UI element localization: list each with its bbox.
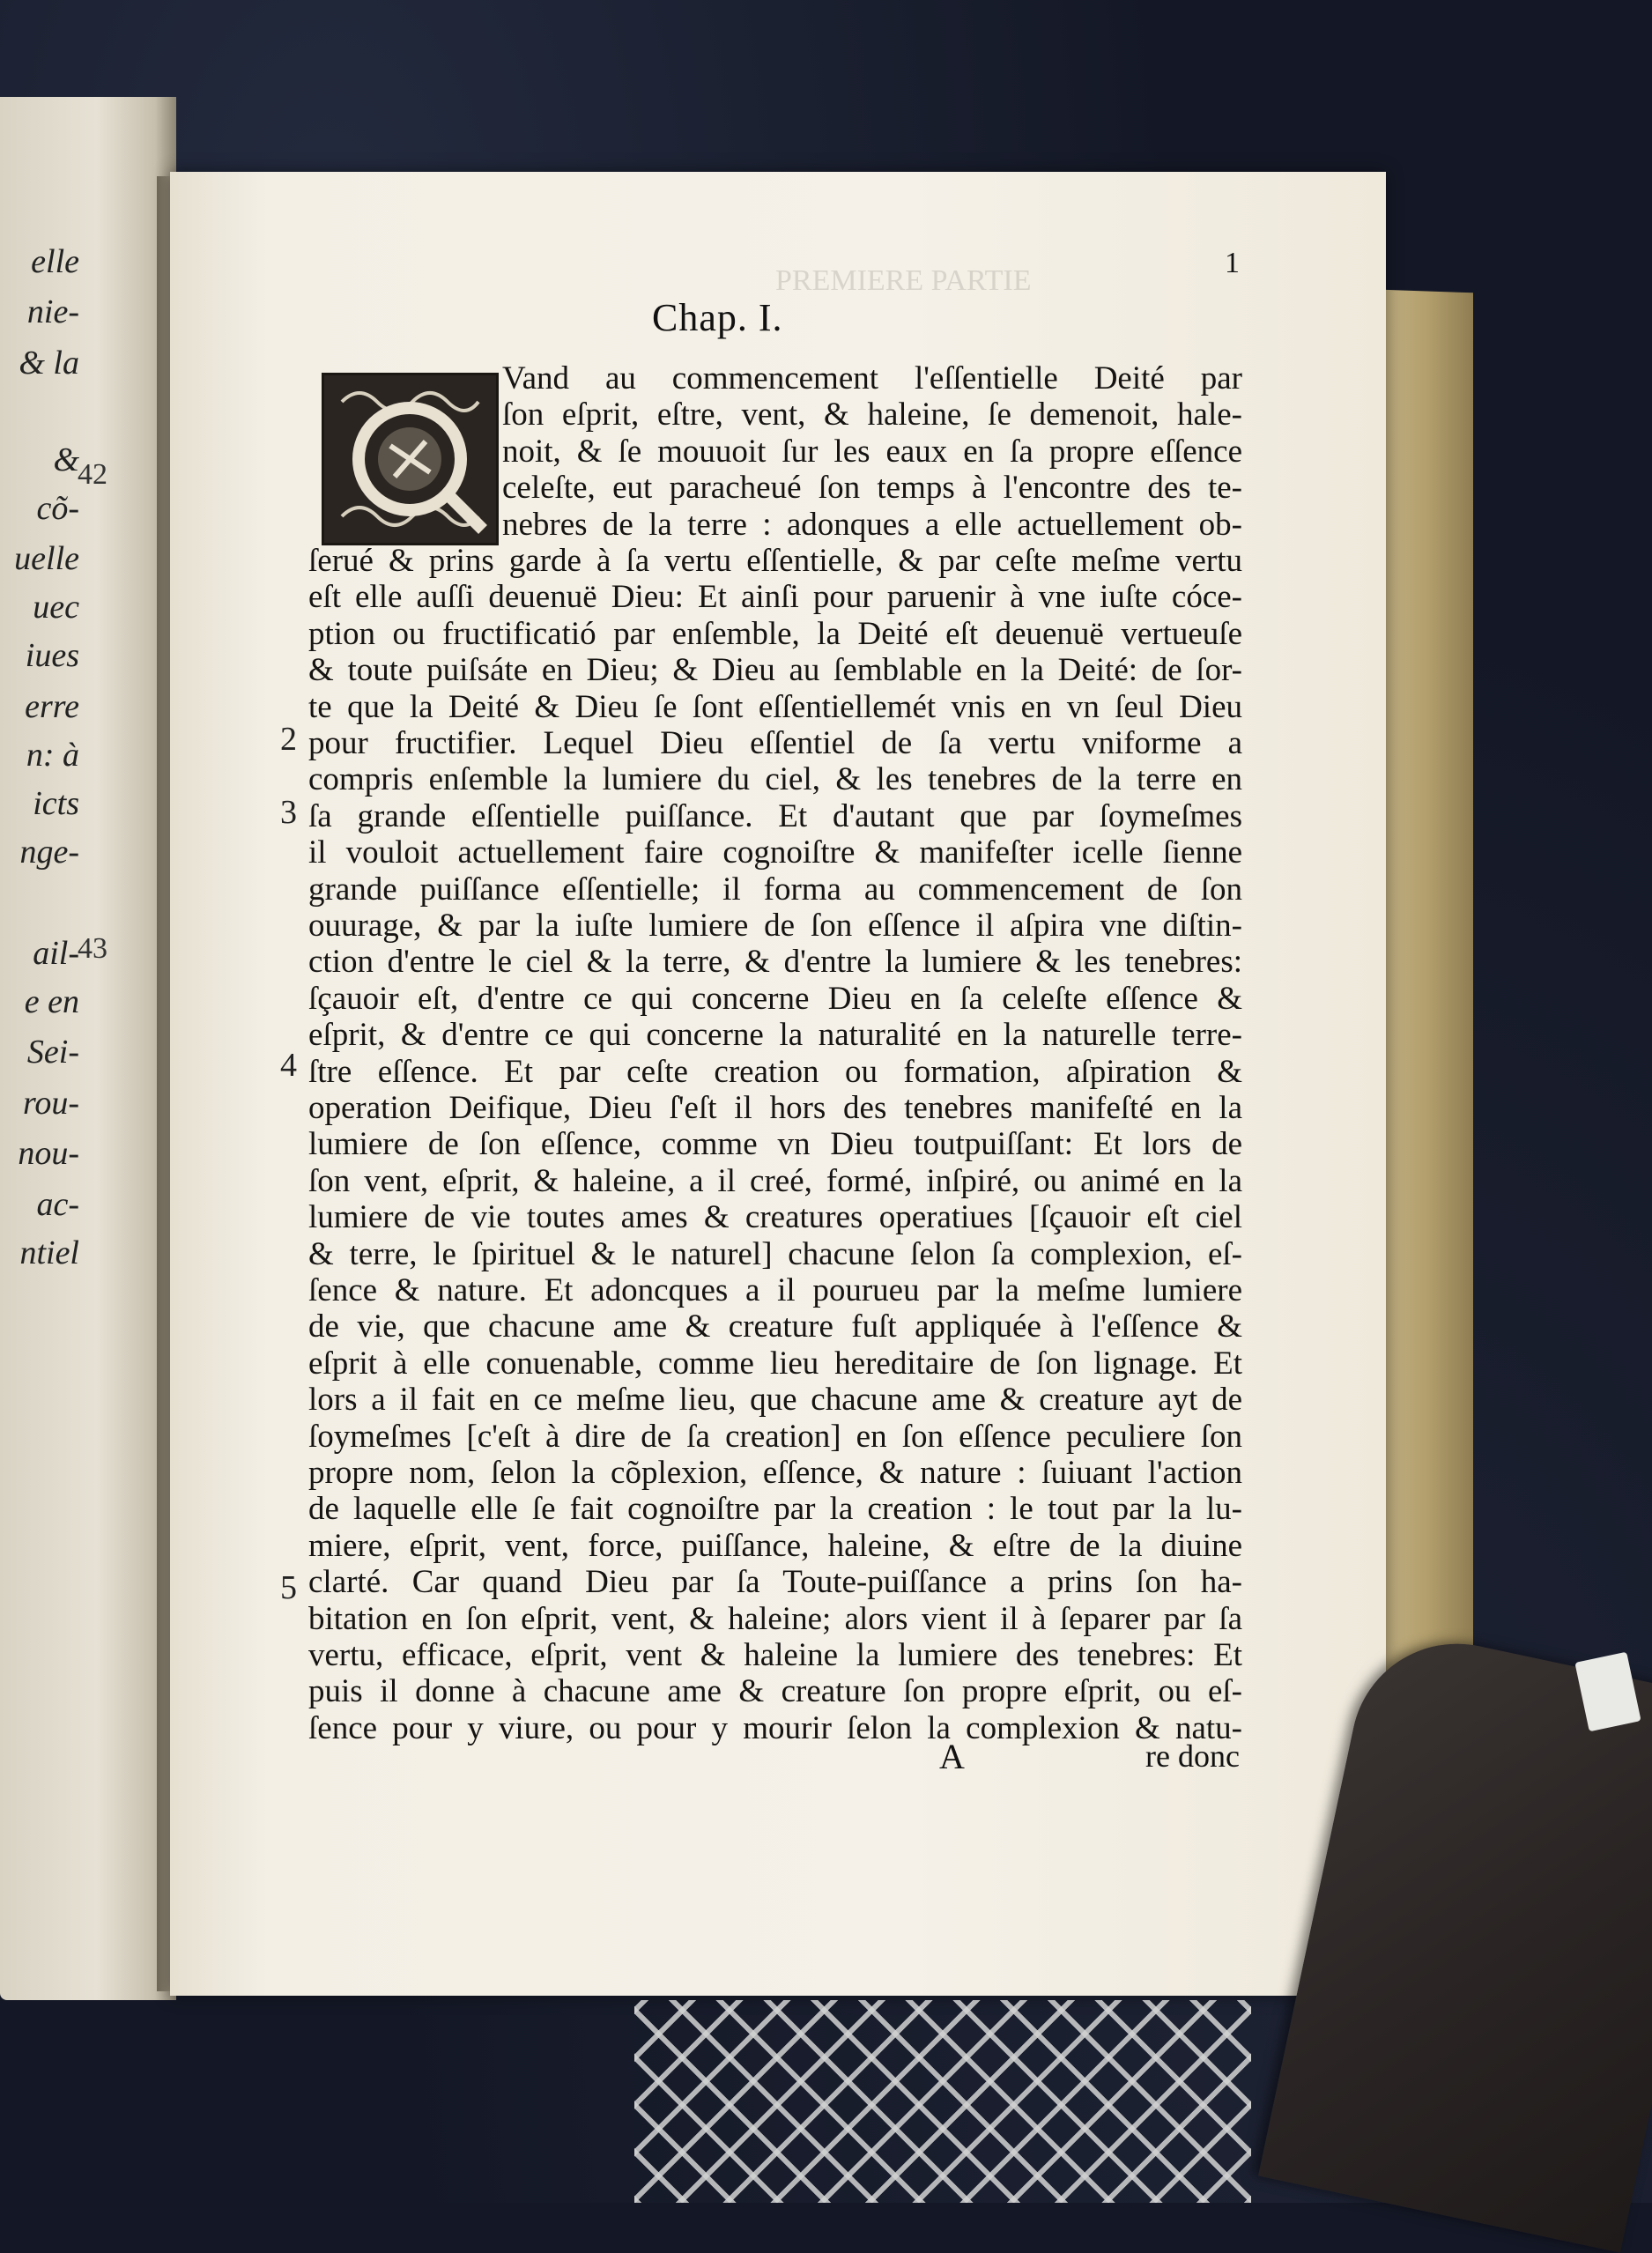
body-text-line: compris enſemble la lumiere du ciel, & les tenebres de la terre en [308,761,1242,798]
body-text-line: ſoymeſmes [c'eſt à dire de ſa creation] en ſon eſſence peculiere ſon [308,1418,1242,1455]
left-page-line: nge- [19,834,79,871]
body-text-line: ouurage, & par la iuſte lumiere de ſon eſſence il aſpira vne diſtin- [308,908,1242,944]
left-page-line: uelle [14,540,79,577]
body-text-line: eſprit à elle conuenable, comme lieu hereditaire de ſon lignage. Et [308,1345,1242,1382]
left-page-line: icts [33,785,79,822]
body-text-line: nebres de la terre : adonques a elle actuellement ob- [502,506,1242,543]
left-verse-number: 43 [78,932,107,965]
left-page-line: nou- [18,1135,79,1172]
body-text-line: ſence pour y viure, ou pour y mourir ſelon la complexion & natu- [308,1709,1242,1746]
body-text-line: ption ou fructificatió par enſemble, la Deité eſt deuenuë vertueuſe [308,615,1242,652]
body-text-line: ſa grande eſſentielle puiſſance. Et d'autant que par ſoymeſmes [308,797,1242,834]
verse-number: 3 [280,794,297,831]
body-text-line: celeſte, eut paracheué ſon temps à l'encontre des te- [502,470,1242,507]
body-text-line: lors a il fait en ce meſme lieu, que chacune ame & creature ayt de [308,1382,1242,1419]
catchword: re donc [1145,1738,1240,1774]
body-text-line: pour fructifier. Lequel Dieu eſſentiel de ſa vertu vniforme a [308,725,1242,761]
body-text-line: ſence & nature. Et adoncques a il pourueu par la meſme lumiere [308,1272,1242,1308]
body-text-line: ſon eſprit, eſtre, vent, & haleine, ſe demenoit, hale- [502,396,1242,434]
body-text-line: eſprit, & d'entre ce qui concerne la naturalité en la naturelle terre- [308,1017,1242,1054]
body-text-line: ſtre eſſence. Et par ceſte creation ou formation, aſpiration & [308,1053,1242,1090]
body-text-line: de vie, que chacune ame & creature fuſt appliquée à l'eſſence & [308,1308,1242,1345]
left-page-line: & la [19,345,79,382]
body-text-line: operation Deifique, Dieu ſ'eſt il hors des tenebres manifeſté en la [308,1090,1242,1126]
body-text-line: ction d'entre le ciel & la terre, & d'entre la lumiere & les tenebres: [308,944,1242,981]
left-page-line: e en [24,983,79,1020]
body-text-line: lumiere de ſon eſſence, comme vn Dieu toutpuiſſant: Et lors de [308,1126,1242,1163]
left-page-line: rou- [22,1085,79,1122]
body-text-line: clarté. Car quand Dieu par ſa Toute-puiſſance a prins ſon ha- [308,1564,1242,1601]
left-page-line: cõ- [36,490,79,527]
body-text-line: ſçauoir eſt, d'entre ce qui concerne Dieu en ſa celeſte eſſence & [308,980,1242,1017]
left-page-line: n: à [26,737,79,774]
left-page-line: uec [33,589,79,626]
left-page-line: erre [25,688,79,725]
body-text-line: grande puiſſance eſſentielle; il forma au commencement de ſon [308,871,1242,908]
body-text-line: miere, eſprit, vent, force, puiſſance, haleine, & eſtre de la diuine [308,1527,1242,1564]
left-verse-number: 42 [78,458,107,491]
body-text-line: te que la Deité & Dieu ſe ſont eſſentiellemét vnis en vn ſeul Dieu [308,688,1242,725]
left-page-line: iues [25,637,79,674]
left-page-line: ac- [36,1186,79,1223]
verse-number: 4 [280,1047,297,1084]
body-text-line: & terre, le ſpirituel & le naturel] chacune ſelon ſa complexion, eſ- [308,1235,1242,1272]
body-text-line: eſt elle auſſi deuenuë Dieu: Et ainſi pour paruenir à vne iuſte cóce- [308,579,1242,616]
left-page-line: elle [31,243,79,280]
verse-number: 2 [280,721,297,758]
body-text-line: vertu, efficace, eſprit, vent & haleine la lumiere des tenebres: Et [308,1637,1242,1673]
body-text-line: de laquelle elle ſe fait cognoiſtre par la creation : le tout par la lu- [308,1491,1242,1528]
body-text-line: noit, & ſe mouuoit ſur les eaux en ſa propre eſſence [502,433,1242,470]
left-page-line: & [53,441,79,478]
verse-number: 5 [280,1569,297,1606]
decorated-initial [322,373,499,545]
body-text-line: puis il donne à chacune ame & creature ſon propre eſprit, ou eſ- [308,1673,1242,1710]
show-through-text: PREMIERE PARTIE [775,264,1032,297]
body-text-line: Vand au commencement l'eſſentielle Deité par [502,360,1242,396]
chapter-heading: Chap. I. [652,296,783,339]
signature-mark: A [939,1737,965,1776]
lace-bookmark [634,2000,1251,2203]
body-text-line: bitation en ſon eſprit, vent, & haleine; alors vient il à ſeparer par ſa [308,1600,1242,1637]
left-page-line: ail- [33,935,79,972]
left-page-line: nie- [26,293,79,330]
body-text-line: il vouloit actuellement faire cognoiſtre & manifeſter icelle ſienne [308,834,1242,871]
body-text-line: lumiere de vie toutes ames & creatures operatiues [ſçauoir eſt ciel [308,1199,1242,1236]
left-page-line: ntiel [19,1234,79,1271]
body-text-line: ſerué & prins garde à ſa vertu eſſentielle, & par ceſte meſme vertu [308,543,1242,579]
folio-number: 1 [1225,247,1240,279]
body-text-line: & toute puiſsáte en Dieu; & Dieu au ſemblable en la Deité: de ſor- [308,652,1242,689]
body-text-line: propre nom, ſelon la cõplexion, eſſence, & nature : ſuiuant l'action [308,1455,1242,1491]
left-page-line: Sei- [26,1034,79,1071]
body-text-line: ſon vent, eſprit, & haleine, a il creé, formé, inſpiré, ou animé en la [308,1162,1242,1199]
woodcut-q-icon [324,375,496,543]
